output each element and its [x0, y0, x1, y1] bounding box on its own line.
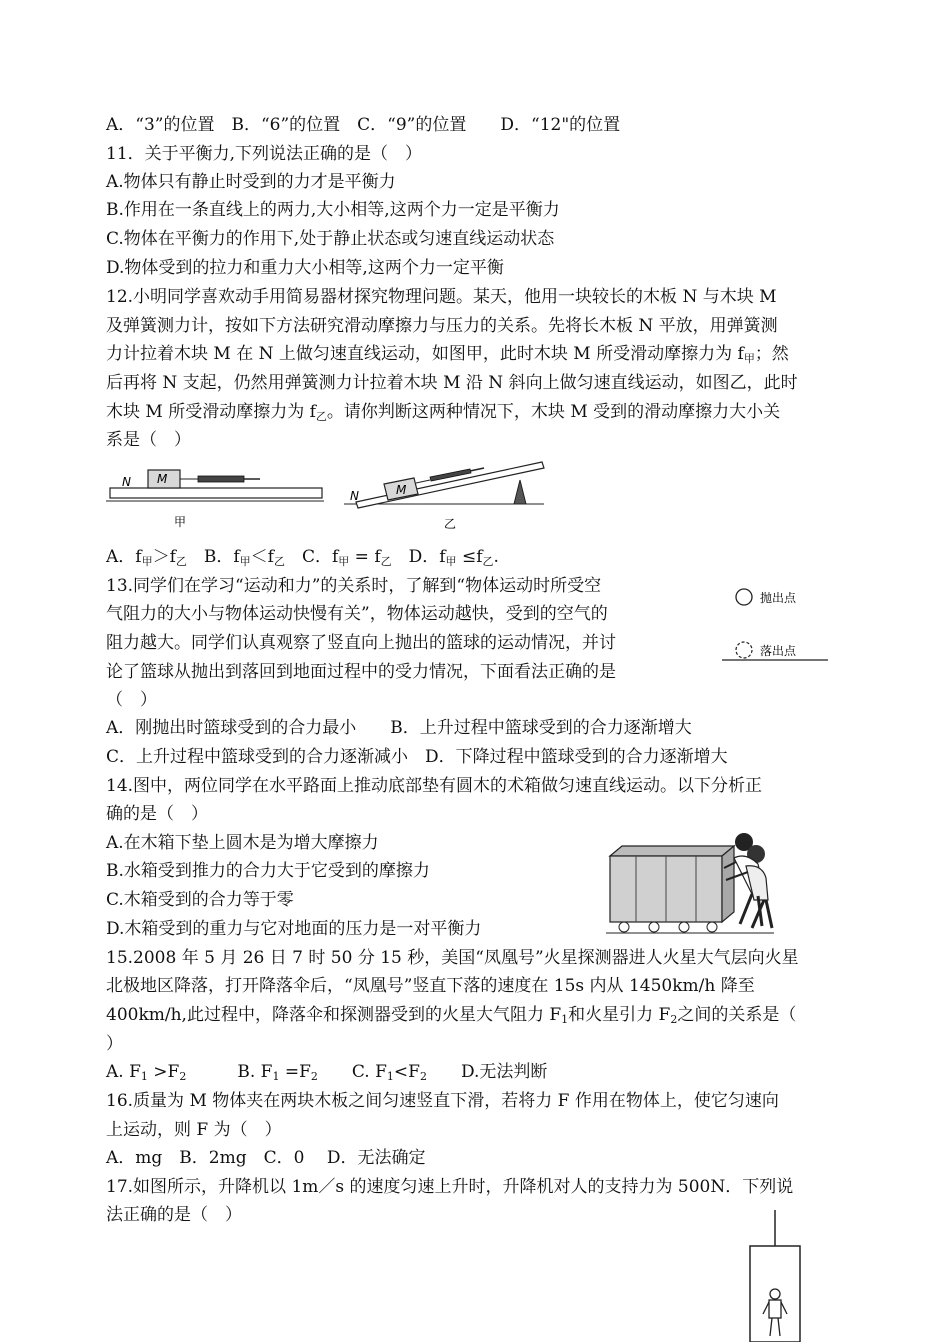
q11-option-d: D.物体受到的拉力和重力大小相等,这两个力一定平衡: [106, 258, 504, 278]
q16-options: A．mg B．2mg C．0 D．无法确定: [106, 1148, 426, 1168]
q14-option-c: C.木箱受到的合力等于零: [106, 890, 294, 910]
q14-line-1: 14.图中，两位同学在水平路面上推动底部垫有圆木的术箱做匀速直线运动。以下分析正: [106, 776, 763, 796]
log-rollers: [619, 922, 717, 932]
spring-scale: [198, 476, 244, 482]
q14-line-2: 确的是（ ）: [106, 804, 208, 824]
q13-line-4: 论了篮球从抛出到落回到地面过程中的受力情况，下面看法正确的是: [106, 662, 616, 682]
q16-line-1: 16.质量为 M 物体夹在两块木板之间匀速竖直下滑，若将力 F 作用在物体上，使它匀速向: [106, 1091, 779, 1111]
q13-line-1: 13.同学们在学习“运动和力”的关系时，了解到“物体运动时所受空: [106, 576, 602, 596]
wooden-box: [610, 846, 734, 922]
q12-line-5: 木块 M 所受滑动摩擦力为 $f_乙$。请你判断这两种情况下，木块 M 受到的滑动摩擦力大小关: [106, 402, 781, 423]
q14-option-b: B.水箱受到推力的合力大于它受到的摩擦力: [106, 861, 430, 881]
q12-line-2: 及弹簧测力计，按如下方法研究滑动摩擦力与压力的关系。先将长木板 N 平放，用弹簧测: [106, 316, 778, 336]
q12-line-3: 力计拉着木块 M 在 N 上做匀速直线运动，如图甲，此时木块 M 所受滑动摩擦力为 $f_甲$；然: [106, 344, 789, 365]
q13-line-3: 阻力越大。同学们认真观察了竖直向上抛出的篮球的运动情况，并讨: [106, 633, 616, 653]
q13-options-cd: C．上升过程中篮球受到的合力逐渐减小 D．下降过程中篮球受到的合力逐渐增大: [106, 747, 728, 767]
q13-line-5: （ ）: [106, 690, 157, 710]
q16-line-2: 上运动，则 F 为（ ）: [106, 1120, 282, 1140]
q14-figure: [606, 828, 776, 940]
q11-stem: 11．关于平衡力,下列说法正确的是（ ）: [106, 144, 423, 164]
q13-options-ab: A．刚抛出时篮球受到的合力最小 B．上升过程中篮球受到的合力逐渐增大: [106, 718, 692, 738]
q12-line-1: 12.小明同学喜欢动手用简易器材探究物理问题。某天，他用一块较长的木板 N 与木块 M: [106, 287, 777, 307]
q17-line-2: 法正确的是（ ）: [106, 1205, 242, 1225]
caption-jia: 甲: [174, 515, 187, 529]
svg-text:N: N: [350, 489, 359, 503]
q11-option-c: C.物体在平衡力的作用下,处于静止状态或匀速直线运动状态: [106, 229, 555, 249]
q12-line-4: 后再将 N 支起，仍然用弹簧测力计拉着木块 M 沿 N 斜向上做匀速直线运动，如图乙，此时: [106, 373, 798, 393]
q11-option-a: A.物体只有静止时受到的力才是平衡力: [106, 172, 396, 192]
label-land-point: 落出点: [760, 644, 797, 658]
q17-line-1: 17.如图所示，升降机以 1m／s 的速度匀速上升时，升降机对人的支持力为 500N．下列说: [106, 1177, 794, 1197]
figure-jia: [106, 470, 324, 529]
q14-option-d: D.木箱受到的重力与它对地面的压力是一对平衡力: [106, 919, 482, 939]
q15-options: A. $F_1 >F_2$ B. $F_1 =F_2$ C. $F_1<F_2$ D.无法判断: [106, 1062, 548, 1083]
label-m: M: [157, 472, 168, 486]
q15-line-3: 400km/h,此过程中，降落伞和探测器受到的火星大气阻力 $F_1$和火星引力 $F_2$之间的关系是（: [106, 1005, 797, 1026]
q15-line-1: 15.2008 年 5 月 26 日 7 时 50 分 15 秒，美国“凤凰号”火星探测器进人火星大气层向火星: [106, 948, 799, 968]
q17-elevator-figure: [742, 1210, 812, 1342]
ball-land-icon: [736, 642, 752, 658]
q10-options: A．“3”的位置 B．“6”的位置 C．“9”的位置 D．“12"的位置: [106, 115, 621, 135]
svg-text:M: M: [396, 483, 407, 497]
q13-line-2: 气阻力的大小与物体运动快慢有关”，物体运动越快，受到的空气的: [106, 604, 608, 624]
q13-figure: [720, 582, 835, 664]
q15-line-4: ）: [106, 1034, 123, 1054]
q14-option-a: A.在木箱下垫上圆木是为增大摩擦力: [106, 833, 379, 853]
q12-options: A．$f_甲>f_乙$ B．$f_甲<f_乙$ C．$f_甲 = f_乙$ D．$f_甲 \le f_乙$.: [106, 547, 499, 568]
figure-yi: [344, 462, 544, 531]
elevator-car: [750, 1246, 800, 1342]
q12-figure: [104, 452, 554, 534]
label-throw-point: 抛出点: [760, 591, 797, 605]
q12-line-6: 系是（ ）: [106, 430, 191, 450]
caption-yi: 乙: [444, 517, 457, 531]
q11-option-b: B.作用在一条直线上的两力,大小相等,这两个力一定是平衡力: [106, 200, 560, 220]
ball-throw-icon: [736, 589, 752, 605]
q15-line-2: 北极地区降落，打开降落伞后，“凤凰号”竖直下落的速度在 15s 内从 1450km/h 降至: [106, 976, 755, 996]
label-n: N: [122, 475, 131, 489]
